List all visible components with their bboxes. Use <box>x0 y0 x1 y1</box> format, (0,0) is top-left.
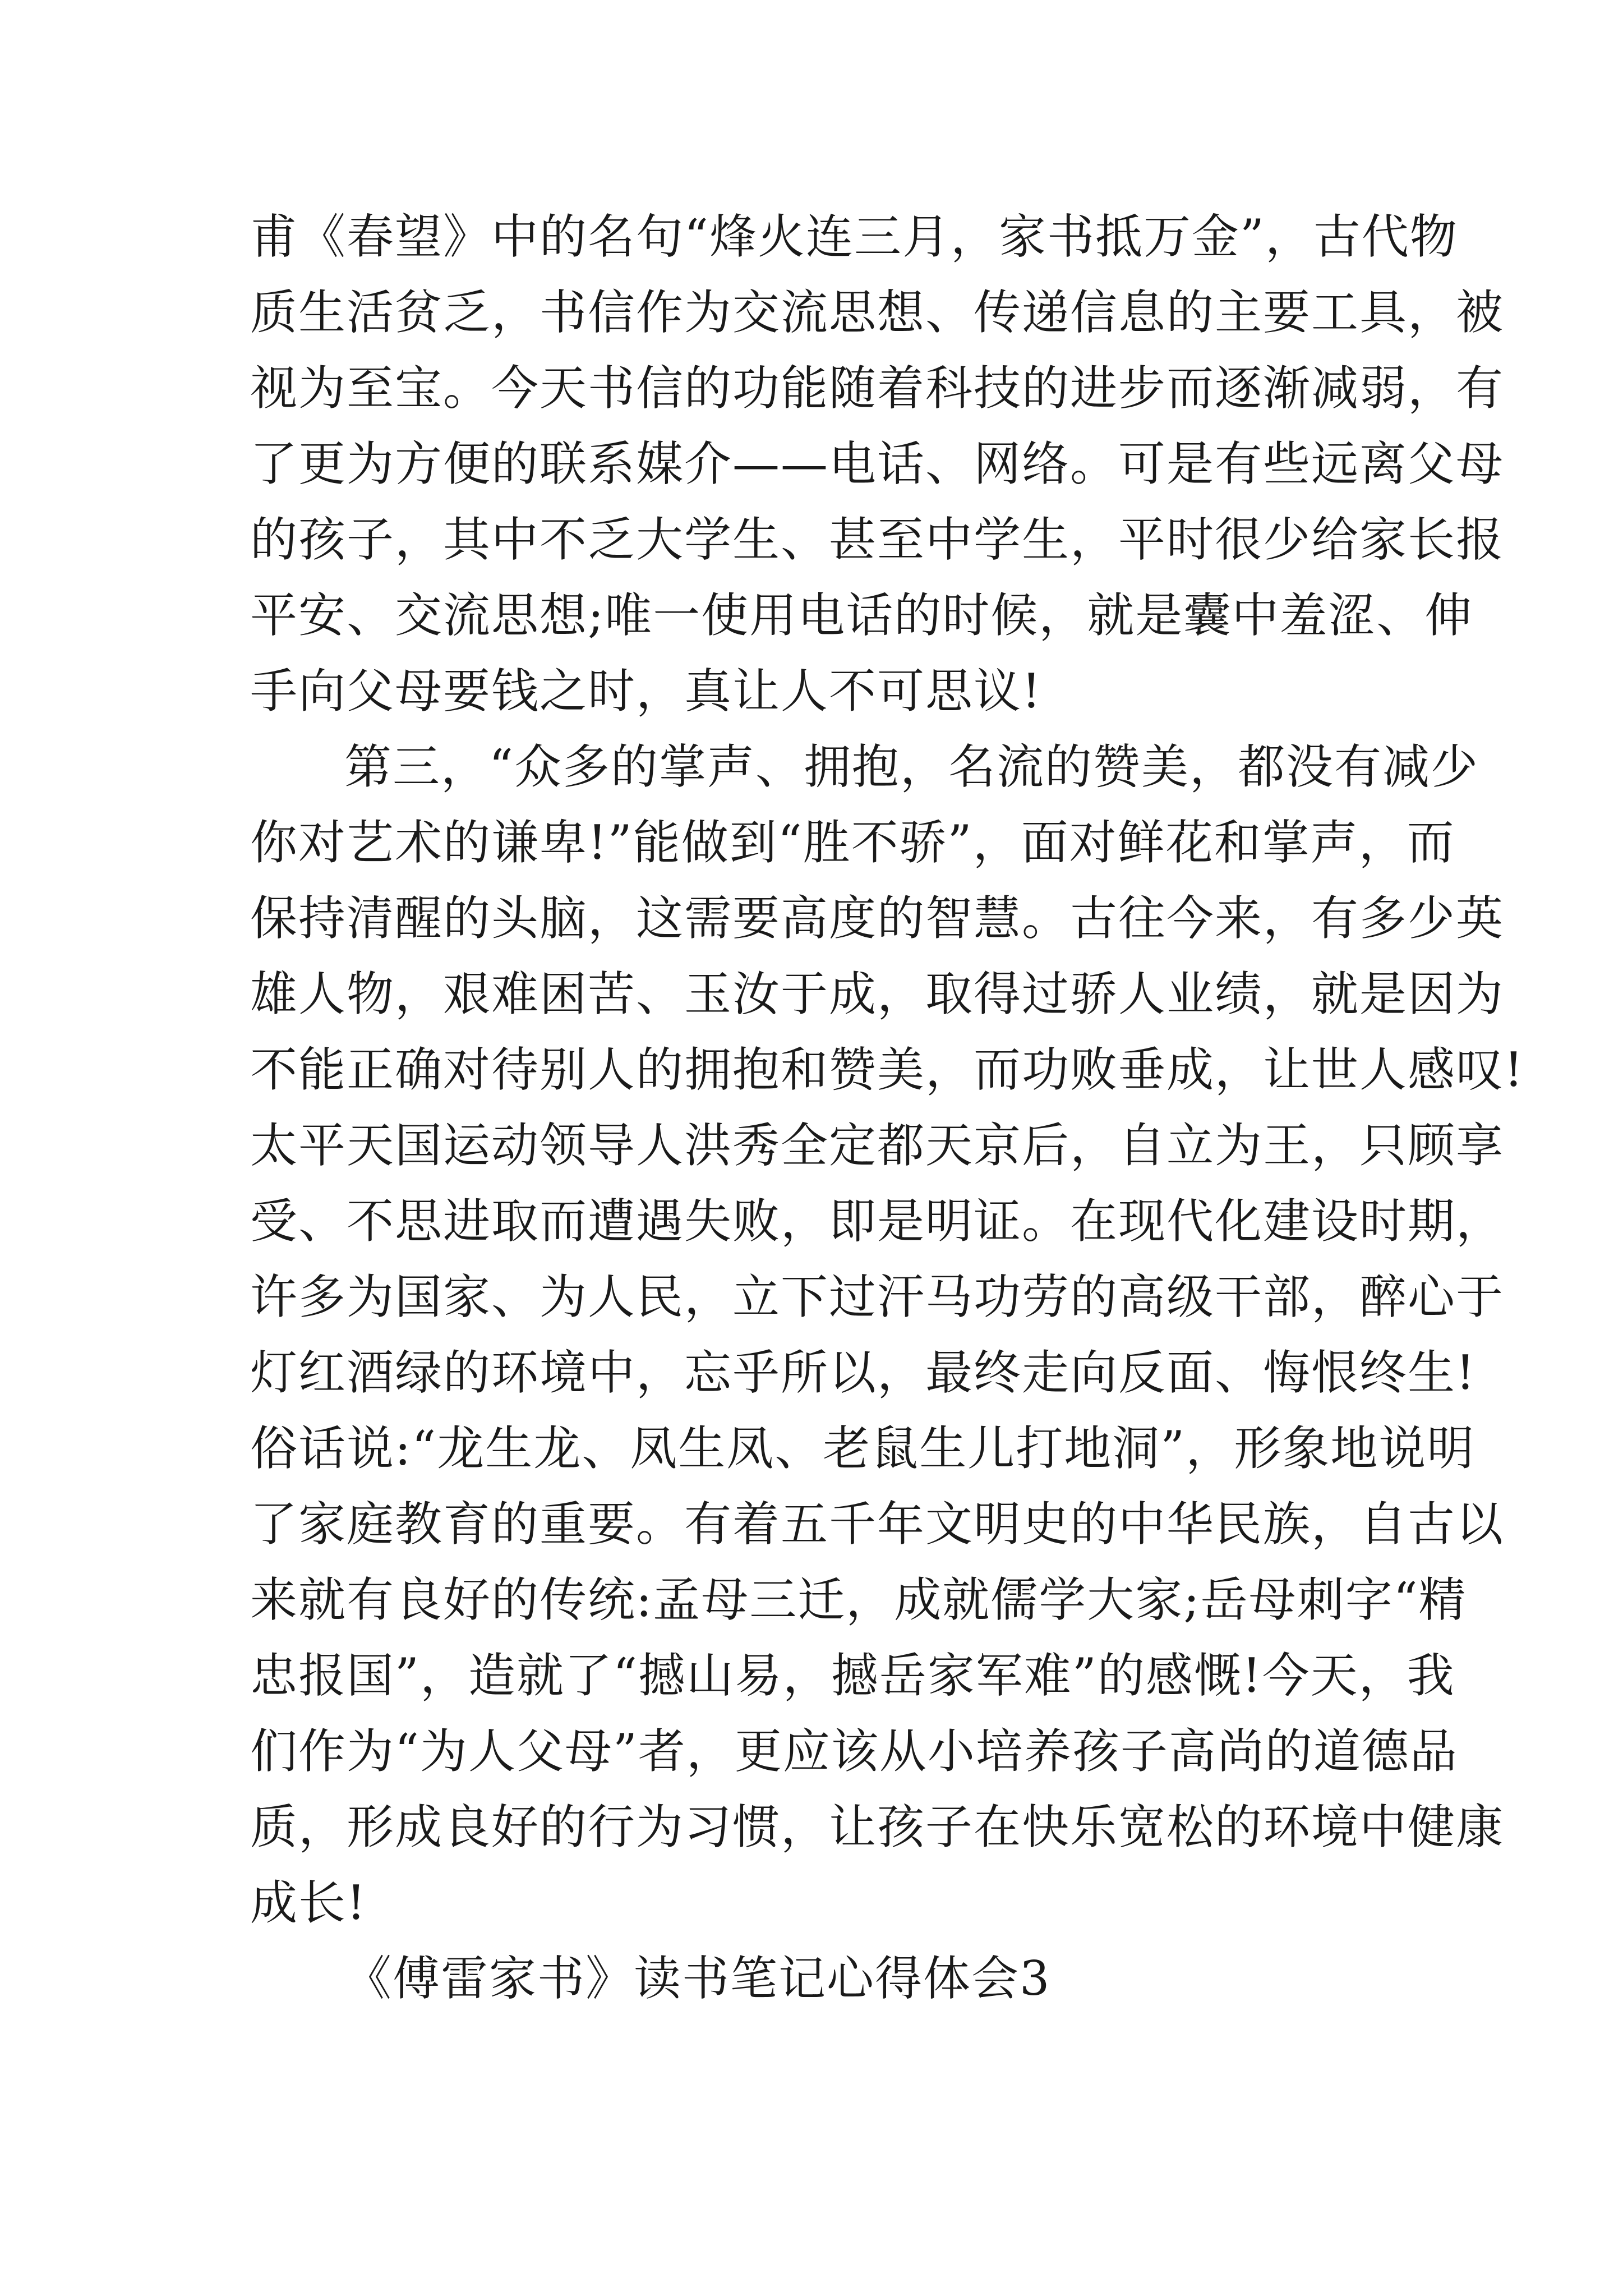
paragraph-line: 们作为“为人父母”者，更应该从小培养孩子高尚的道德品 <box>250 1724 1458 1779</box>
paragraph-line: 视为至宝。今天书信的功能随着科技的进步而逐渐减弱，有 <box>250 361 1505 416</box>
paragraph-line: 甫《春望》中的名句“烽火连三月，家书抵万金”，古代物 <box>250 209 1458 264</box>
paragraph-line: 了家庭教育的重要。有着五千年文明史的中华民族，自古以 <box>250 1497 1505 1552</box>
paragraph-line: 雄人物，艰难困苦、玉汝于成，取得过骄人业绩，就是因为 <box>250 967 1505 1022</box>
paragraph-line: 太平天国运动领导人洪秀全定都天京后，自立为王，只顾享 <box>250 1118 1505 1173</box>
paragraph-line: 保持清醒的头脑，这需要高度的智慧。古往今来，有多少英 <box>250 891 1505 946</box>
paragraph-line: 不能正确对待别人的拥抱和赞美，而功败垂成，让世人感叹! <box>250 1042 1524 1097</box>
paragraph-line: 受、不思进取而遭遇失败，即是明证。在现代化建设时期， <box>250 1194 1505 1249</box>
paragraph-line: 质，形成良好的行为习惯，让孩子在快乐宽松的环境中健康 <box>250 1800 1505 1855</box>
paragraph-line: 平安、交流思想;唯一使用电话的时候，就是囊中羞涩、伸 <box>250 588 1473 643</box>
paragraph-line: 第三，“众多的掌声、拥抱，名流的赞美，都没有减少 <box>344 739 1479 794</box>
paragraph-1 <box>250 199 1505 729</box>
paragraph-2 <box>250 729 1524 1941</box>
paragraph-line: 了更为方便的联系媒介——电话、网络。可是有些远离父母 <box>250 436 1505 491</box>
paragraph-line: 你对艺术的谦卑!”能做到“胜不骄”，面对鲜花和掌声，而 <box>250 815 1455 870</box>
paragraph-line: 灯红酒绿的环境中，忘乎所以，最终走向反面、悔恨终生! <box>250 1345 1476 1400</box>
paragraph-line: 手向父母要钱之时，真让人不可思议! <box>250 664 1042 719</box>
document-body <box>250 199 1524 2017</box>
paragraph-line: 成长! <box>250 1875 367 1930</box>
paragraph-line: 许多为国家、为人民，立下过汗马功劳的高级干部，醉心于 <box>250 1269 1505 1324</box>
section-heading: 《傅雷家书》读书笔记心得体会3 <box>344 1951 1051 2006</box>
paragraph-line: 忠报国”，造就了“撼山易，撼岳家军难”的感慨!今天，我 <box>250 1648 1455 1703</box>
paragraph-line: 的孩子，其中不乏大学生、甚至中学生，平时很少给家长报 <box>250 512 1505 567</box>
paragraph-line: 质生活贫乏，书信作为交流思想、传递信息的主要工具，被 <box>250 285 1505 340</box>
paragraph-line: 来就有良好的传统:孟母三迁，成就儒学大家;岳母刺字“精 <box>250 1572 1467 1627</box>
paragraph-line: 俗话说:“龙生龙、凤生凤、老鼠生儿打地洞”，形象地说明 <box>250 1421 1476 1476</box>
